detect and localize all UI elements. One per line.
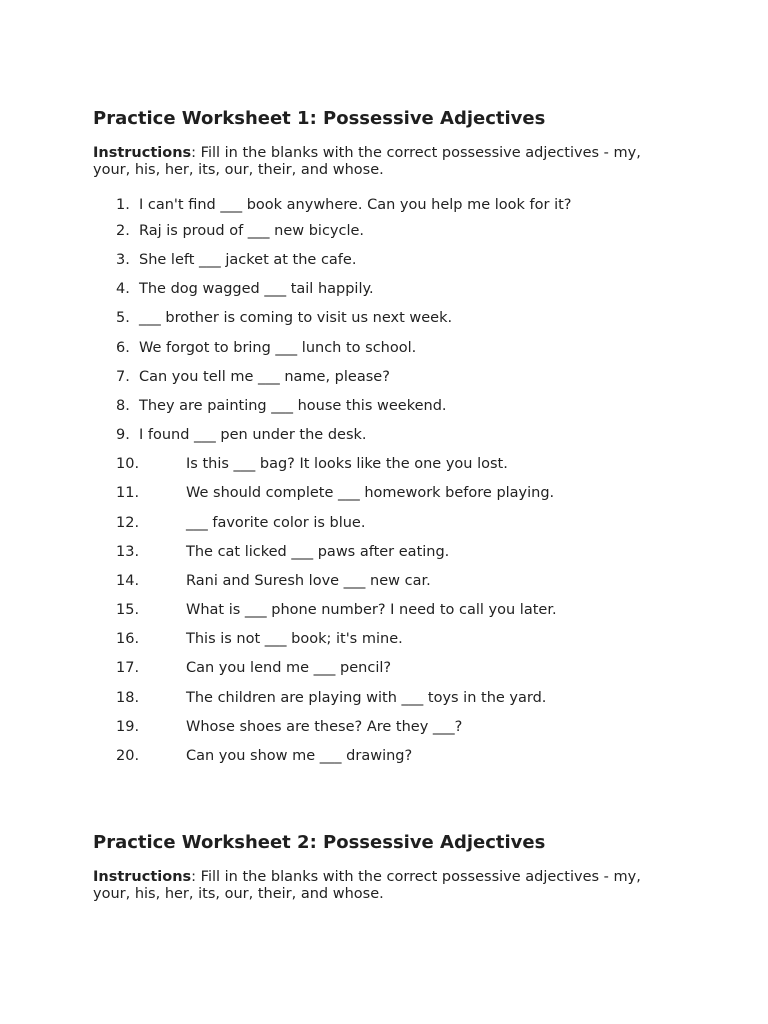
item-text: Is this ___ bag? It looks like the one you lost. (186, 456, 508, 472)
item-number: 14. (116, 573, 140, 589)
item-text: This is not ___ book; it's mine. (186, 631, 403, 647)
item-number: 19. (116, 719, 140, 735)
list-item (0, 455, 768, 473)
list-item (0, 309, 768, 327)
instructions-label: Instructions (93, 145, 192, 161)
item-number: 9. (116, 427, 130, 443)
item-text: Can you tell me ___ name, please? (139, 369, 390, 385)
item-text: ___ favorite color is blue. (186, 515, 366, 531)
item-text: We should complete ___ homework before playing. (186, 485, 555, 501)
item-text: Raj is proud of ___ new bicycle. (139, 223, 365, 239)
worksheet-1-instructions (93, 145, 673, 179)
item-number: 4. (116, 281, 130, 297)
list-item (0, 222, 768, 240)
list-item (0, 339, 768, 357)
item-number: 18. (116, 690, 140, 706)
item-number: 7. (116, 369, 130, 385)
list-item (0, 543, 768, 561)
list-item (0, 689, 768, 707)
item-number: 13. (116, 544, 140, 560)
item-text: I can't find ___ book anywhere. Can you help me look for it? (139, 197, 572, 213)
item-number: 16. (116, 631, 140, 647)
instructions-text: : Fill in the blanks with the correct possessive adjectives - my, your, his, her, its, our, their, and whose. (93, 869, 641, 902)
item-text: The dog wagged ___ tail happily. (139, 281, 374, 297)
item-number: 6. (116, 340, 130, 356)
item-text: The children are playing with ___ toys in the yard. (186, 690, 547, 706)
worksheet-2-instructions (93, 869, 673, 903)
item-text: We forgot to bring ___ lunch to school. (139, 340, 417, 356)
list-item (0, 572, 768, 590)
item-number: 1. (116, 197, 130, 213)
item-text: Can you show me ___ drawing? (186, 748, 413, 764)
list-item (0, 630, 768, 648)
list-item (0, 368, 768, 386)
list-item (0, 280, 768, 298)
list-item (0, 718, 768, 736)
item-text: ___ brother is coming to visit us next week. (139, 310, 453, 326)
item-text: What is ___ phone number? I need to call you later. (186, 602, 557, 618)
item-number: 2. (116, 223, 130, 239)
list-item (0, 659, 768, 677)
instructions-label: Instructions (93, 869, 192, 885)
item-text: Can you lend me ___ pencil? (186, 660, 392, 676)
item-text: I found ___ pen under the desk. (139, 427, 367, 443)
list-item (0, 747, 768, 765)
item-number: 3. (116, 252, 130, 268)
item-text: They are painting ___ house this weekend. (139, 398, 447, 414)
list-item (0, 196, 768, 214)
item-number: 8. (116, 398, 130, 414)
list-item (0, 601, 768, 619)
worksheet-1-title: Practice Worksheet 1: Possessive Adjectives (93, 108, 546, 129)
item-number: 17. (116, 660, 140, 676)
worksheet-2-title: Practice Worksheet 2: Possessive Adjectives (93, 832, 546, 853)
instructions-text: : Fill in the blanks with the correct possessive adjectives - my, your, his, her, its, our, their, and whose. (93, 145, 641, 178)
item-number: 15. (116, 602, 140, 618)
item-number: 10. (116, 456, 140, 472)
item-text: The cat licked ___ paws after eating. (186, 544, 450, 560)
list-item (0, 514, 768, 532)
list-item (0, 397, 768, 415)
item-number: 20. (116, 748, 140, 764)
list-item (0, 251, 768, 269)
item-text: She left ___ jacket at the cafe. (139, 252, 357, 268)
item-number: 12. (116, 515, 140, 531)
item-number: 11. (116, 485, 140, 501)
item-text: Rani and Suresh love ___ new car. (186, 573, 431, 589)
item-text: Whose shoes are these? Are they ___? (186, 719, 463, 735)
list-item (0, 426, 768, 444)
list-item (0, 484, 768, 502)
item-number: 5. (116, 310, 130, 326)
